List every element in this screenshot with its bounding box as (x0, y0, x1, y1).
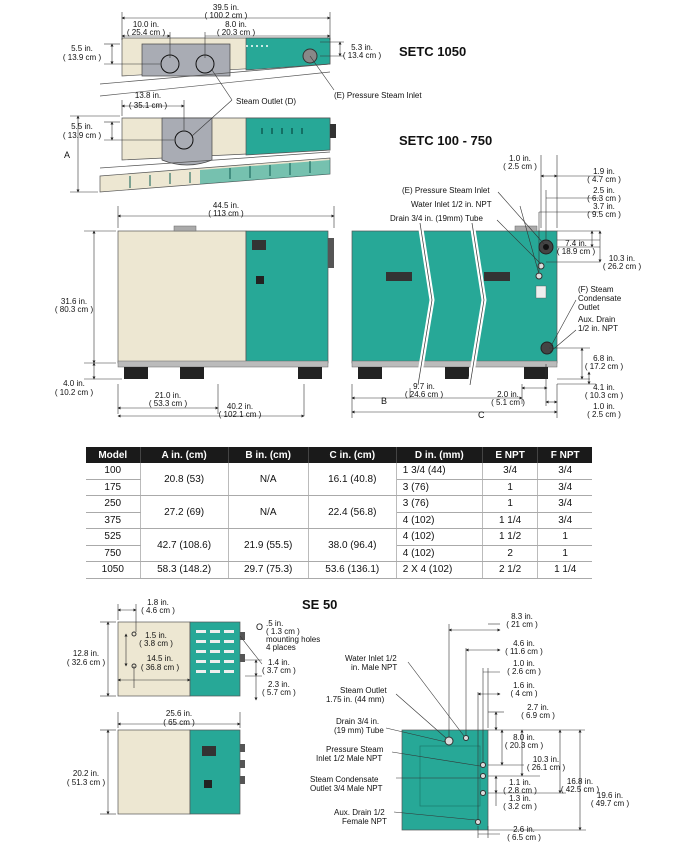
se50-side-drawing (402, 730, 488, 830)
dim-2-0: 2.0 in. (497, 390, 519, 399)
dim-4-1-cm: ( 10.3 cm ) (584, 391, 624, 400)
label-se50-condensate: Steam Condensate (310, 775, 379, 784)
se50-top-drawing (118, 622, 245, 696)
label-se50-water-inlet: Water Inlet 1/2 (345, 654, 397, 663)
col-a: A in. (cm) (140, 447, 228, 463)
label-steam-outlet-d: Steam Outlet (D) (236, 97, 297, 106)
dim-se50-1-5: 1.5 in. (145, 631, 167, 640)
label-se50-condensate-b: Outlet 3/4 Male NPT (310, 784, 383, 793)
dim-1-9: 1.9 in. (593, 167, 615, 176)
dim-10in-cm: ( 25.4 cm ) (126, 28, 166, 37)
cell-c: 16.1 (40.8) (308, 463, 396, 496)
spec-table-header (86, 447, 592, 463)
cell-f: 1 (538, 529, 592, 546)
cell-e: 2 1/2 (482, 562, 538, 579)
cell-model: 525 (86, 529, 140, 546)
cell-a: 27.2 (69) (140, 496, 228, 529)
dim-7-4: 7.4 in. (565, 239, 587, 248)
setc1050-drawing (63, 3, 422, 192)
dim-5-5in-b-cm: ( 13.9 cm ) (62, 131, 102, 140)
spec-table (86, 447, 592, 579)
dim-se50-12-8: 12.8 in. (72, 649, 100, 658)
cell-e: 1 (482, 496, 538, 513)
cell-d: 4 (102) (396, 529, 482, 546)
cell-model: 750 (86, 545, 140, 562)
dim-se50-2-6-cm: ( 6.5 cm ) (507, 833, 541, 842)
setc100-front-drawing (118, 226, 334, 379)
cell-model: 175 (86, 479, 140, 496)
cell-model: 250 (86, 496, 140, 513)
dim-5-3in: 5.3 in. (351, 43, 373, 52)
dim-se50-4-6-cm: ( 11.6 cm ) (505, 647, 543, 656)
se50-front-drawing (118, 730, 245, 814)
label-condensate-100-c: Outlet (578, 303, 600, 312)
label-pressure-inlet-e: (E) Pressure Steam Inlet (334, 91, 422, 100)
unit-front-panel (246, 231, 328, 363)
cell-f: 3/4 (538, 512, 592, 529)
unit-side-body (352, 231, 557, 363)
cell-f: 3/4 (538, 496, 592, 513)
col-b: B in. (cm) (228, 447, 308, 463)
dim-5-3in-cm: ( 13.4 cm ) (342, 51, 382, 60)
se50-front-body (118, 730, 190, 814)
control-display (252, 240, 266, 250)
cell-d: 3 (76) (396, 479, 482, 496)
cell-a: 42.7 (108.6) (140, 529, 228, 562)
cell-a: 58.3 (148.2) (140, 562, 228, 579)
setc100-side-drawing (352, 223, 557, 385)
dim-se50-holes: .5 in. (266, 619, 284, 628)
dim-a-label: A (64, 150, 71, 160)
dim-se50-1-6: 1.6 in. (513, 681, 535, 690)
cell-b: N/A (228, 463, 308, 496)
cell-f: 3/4 (538, 463, 592, 479)
dim-5-5in-cm: ( 13.9 cm ) (62, 53, 102, 62)
se50-front-panel (190, 730, 240, 814)
col-model: Model (86, 447, 140, 463)
se50-top-panel (190, 622, 240, 696)
dim-se50-14-5: 14.5 in. (146, 654, 174, 663)
label-se50-drain-b: (19 mm) Tube (334, 726, 384, 735)
dim-se50-8-0: 8.0 in. (513, 733, 535, 742)
cell-model: 375 (86, 512, 140, 529)
label-se50-water-inlet-b: in. Male NPT (351, 663, 398, 672)
dim-se50-20-2: 20.2 in. (72, 769, 100, 778)
dim-10-3: 10.3 in. (608, 254, 636, 263)
se50-steam-outlet (445, 737, 453, 745)
dim-21: 21.0 in. (154, 391, 182, 400)
dim-se50-16-8-cm: ( 42.5 cm ) (560, 785, 600, 794)
table-row (86, 562, 592, 579)
dim-se50-1-3: 1.3 in. (509, 794, 531, 803)
dim-21-cm: ( 53.3 cm ) (148, 399, 188, 408)
dim-se50-10-3-cm: ( 26.1 cm ) (526, 763, 566, 772)
dim-se50-25-6-cm: ( 65 cm ) (163, 718, 195, 727)
dim-8in-cm: ( 20.3 cm ) (216, 28, 256, 37)
dim-se50-8-0-cm: ( 20.3 cm ) (504, 741, 544, 750)
dim-se50-1-6-cm: ( 4 cm ) (510, 689, 538, 698)
dim-1-9-cm: ( 4.7 cm ) (587, 175, 621, 184)
steam-chamber (142, 44, 230, 76)
dim-se50-1-4-cm: ( 3.7 cm ) (262, 666, 296, 675)
dim-se50-4-6: 4.6 in. (513, 639, 535, 648)
section-title-setc1050: SETC 1050 (399, 44, 467, 59)
dim-se50-1-8-cm: ( 4.6 cm ) (141, 606, 175, 615)
dim-10-3-cm: ( 26.2 cm ) (602, 262, 642, 271)
dim-3-7: 3.7 in. (593, 202, 615, 211)
dim-40-2-cm: ( 102.1 cm ) (218, 410, 262, 419)
table-row (86, 529, 592, 546)
label-aux-drain-100: Aux. Drain (578, 315, 616, 324)
cell-e: 3/4 (482, 463, 538, 479)
cell-d: 1 3/4 (44) (396, 463, 482, 479)
dim-base-cm: ( 10.2 cm ) (54, 388, 94, 397)
label-condensate-100: (F) Steam (578, 285, 614, 294)
cell-b: 29.7 (75.3) (228, 562, 308, 579)
dim-1-0-top-cm: ( 2.5 cm ) (503, 162, 537, 171)
cell-f: 1 1/4 (538, 562, 592, 579)
dim-height-cm: ( 80.3 cm ) (54, 305, 94, 314)
dim-1-0-right: 1.0 in. (593, 402, 615, 411)
dim-1050-overall: 39.5 in. (212, 3, 240, 12)
dim-5-5in: 5.5 in. (71, 44, 93, 53)
dim-height-31-6: 31.6 in. (60, 297, 88, 306)
label-drain-100: Drain 3/4 in. (19mm) Tube (390, 214, 483, 223)
dim-6-8-cm: ( 17.2 cm ) (584, 362, 624, 371)
cell-model: 100 (86, 463, 140, 479)
dim-se50-16-8: 16.8 in. (566, 777, 594, 786)
col-d: D in. (mm) (396, 447, 482, 463)
cell-e: 1 (482, 479, 538, 496)
cell-d: 2 X 4 (102) (396, 562, 482, 579)
dim-se50-1-0-cm: ( 2.6 cm ) (507, 667, 541, 676)
dim-2-0-cm: ( 5.1 cm ) (491, 398, 525, 407)
dim-base-4: 4.0 in. (63, 379, 85, 388)
dim-8in: 8.0 in. (225, 20, 247, 29)
dim-se50-1-3-cm: ( 3.2 cm ) (503, 802, 537, 811)
dim-se50-19-6: 19.6 in. (596, 791, 624, 800)
dim-13-8in-cm: ( 35.1 cm ) (128, 101, 168, 110)
dim-b-label: B (381, 396, 388, 406)
dim-se50-1-4: 1.4 in. (268, 658, 290, 667)
dim-se50-8-3-cm: ( 21 cm ) (506, 620, 538, 629)
cell-c: 38.0 (96.4) (308, 529, 396, 562)
dim-se50-1-1-cm: ( 2.8 cm ) (503, 786, 537, 795)
cell-d: 3 (76) (396, 496, 482, 513)
col-e: E NPT (482, 447, 538, 463)
dim-se50-2-6: 2.6 in. (513, 825, 535, 834)
cell-e: 2 (482, 545, 538, 562)
label-se50-drain: Drain 3/4 in. (336, 717, 380, 726)
dim-se50-14-5-cm: ( 36.8 cm ) (140, 663, 180, 672)
se50-water-inlet (464, 736, 469, 741)
dim-se50-1-1: 1.1 in. (509, 778, 531, 787)
dim-se50-25-6: 25.6 in. (165, 709, 193, 718)
cell-c: 22.4 (56.8) (308, 496, 396, 529)
cell-f: 1 (538, 545, 592, 562)
dim-6-8: 6.8 in. (593, 354, 615, 363)
cell-e: 1 1/2 (482, 529, 538, 546)
dim-9-7: 9.7 in. (413, 382, 435, 391)
dim-1-0-top: 1.0 in. (509, 154, 531, 163)
label-se50-steam-outlet-b: 1.75 in. (44 mm) (326, 695, 385, 704)
dim-9-7-cm: ( 24.6 cm ) (404, 390, 444, 399)
label-aux-drain-100-b: 1/2 in. NPT (578, 324, 619, 333)
dim-10in: 10.0 in. (132, 20, 160, 29)
dim-se50-2-7-cm: ( 6.9 cm ) (521, 711, 555, 720)
label-pressure-inlet-100: (E) Pressure Steam Inlet (402, 186, 490, 195)
dim-se50-20-2-cm: ( 51.3 cm ) (66, 778, 106, 787)
label-se50-aux-drain-b: Female NPT (342, 817, 387, 826)
se50-side-body (402, 730, 488, 830)
cell-f: 3/4 (538, 479, 592, 496)
dim-se50-10-3: 10.3 in. (532, 755, 560, 764)
cell-d: 4 (102) (396, 512, 482, 529)
dim-1-0-right-cm: ( 2.5 cm ) (587, 410, 621, 419)
dim-se50-2-3-cm: ( 5.7 cm ) (262, 688, 296, 697)
col-c: C in. (cm) (308, 447, 396, 463)
dim-4-1: 4.1 in. (593, 383, 615, 392)
table-row (86, 496, 592, 513)
label-se50-pressure-b: Inlet 1/2 Male NPT (316, 754, 383, 763)
table-row (86, 463, 592, 479)
dim-40-2: 40.2 in. (226, 402, 254, 411)
dim-13-8in: 13.8 in. (134, 91, 162, 100)
dim-width-44-5: 44.5 in. (212, 201, 240, 210)
dim-3-7-cm: ( 9.5 cm ) (587, 210, 621, 219)
dim-7-4-cm: ( 18.9 cm ) (556, 247, 596, 256)
label-se50-pressure: Pressure Steam (326, 745, 384, 754)
label-se50-aux-drain: Aux. Drain 1/2 (334, 808, 385, 817)
dim-se50-12-8-cm: ( 32.6 cm ) (66, 658, 106, 667)
dim-se50-1-8: 1.8 in. (147, 598, 169, 607)
cell-model: 1050 (86, 562, 140, 579)
unit-1050-side-teal (246, 118, 330, 155)
label-se50-steam-outlet: Steam Outlet (340, 686, 387, 695)
unit-front-body (118, 231, 246, 363)
dim-se50-1-5-cm: ( 3.8 cm ) (139, 639, 173, 648)
dim-c-label: C (478, 410, 485, 420)
cell-b: N/A (228, 496, 308, 529)
dim-se50-8-3: 8.3 in. (511, 612, 533, 621)
cell-d: 4 (102) (396, 545, 482, 562)
cell-e: 1 1/4 (482, 512, 538, 529)
mounting-hole-mark: O (256, 622, 264, 632)
dim-5-5in-b: 5.5 in. (71, 122, 93, 131)
cell-c: 53.6 (136.1) (308, 562, 396, 579)
section-title-setc100: SETC 100 - 750 (399, 133, 493, 148)
label-water-inlet-100: Water Inlet 1/2 in. NPT (411, 200, 492, 209)
label-4-places: 4 places (266, 643, 296, 652)
dim-width-cm: ( 113 cm ) (208, 209, 244, 218)
dim-se50-holes-cm: ( 1.3 cm ) (266, 627, 300, 636)
cell-b: 21.9 (55.5) (228, 529, 308, 562)
dim-2-5: 2.5 in. (593, 186, 615, 195)
dim-se50-19-6-cm: ( 49.7 cm ) (590, 799, 630, 808)
dim-se50-2-7: 2.7 in. (527, 703, 549, 712)
dim-se50-2-3: 2.3 in. (268, 680, 290, 689)
section-title-se50: SE 50 (302, 597, 338, 612)
dim-se50-1-0: 1.0 in. (513, 659, 535, 668)
col-f: F NPT (538, 447, 592, 463)
dim-2-5-cm: ( 6.3 cm ) (587, 194, 621, 203)
dim-1050-overall-cm: ( 100.2 cm ) (204, 11, 248, 20)
cell-a: 20.8 (53) (140, 463, 228, 496)
label-mounting-holes: mounting holes (266, 635, 321, 644)
label-condensate-100-b: Condensate (578, 294, 622, 303)
